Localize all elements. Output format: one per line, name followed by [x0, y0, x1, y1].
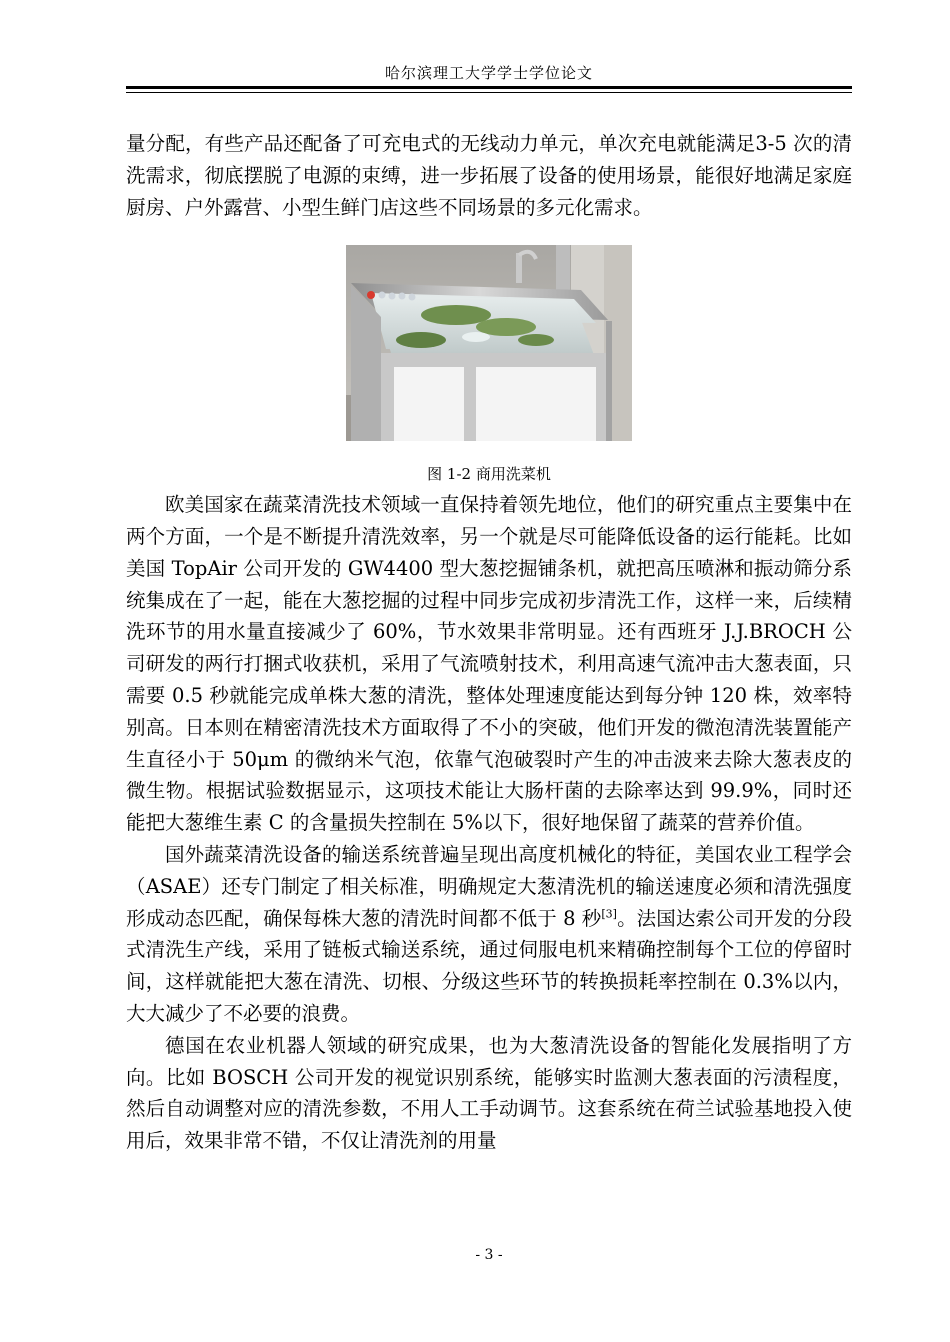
- header-rule-thin: [126, 92, 852, 93]
- paragraph-3-text-b: 。法国达索公司开发的分段式清洗生产线，采用了链板式输送系统，通过伺服电机来精确控制每个工位的停留时间，这样就能把大葱在清洗、切根、分级这些环节的转换损耗率控制在 0.3%以内，大大减少了不必要的浪费。: [126, 906, 852, 1025]
- body-text: [126, 128, 852, 1157]
- figure: [126, 245, 852, 451]
- header-rule-thick: [126, 86, 852, 89]
- page-header: 哈尔滨理工大学学士学位论文: [384, 64, 593, 82]
- citation-3[interactable]: [3]: [601, 907, 617, 921]
- page-number: - 3 -: [475, 1247, 503, 1263]
- paragraph-2: 欧美国家在蔬菜清洗技术领域一直保持着领先地位，他们的研究重点主要集中在两个方面，一个是不断提升清洗效率，另一个就是尽可能降低设备的运行能耗。比如美国 TopAir 公司开发的 GW4400 型大葱挖掘铺条机，就把高压喷淋和振动筛分系统集成在了一起，能在大葱挖掘的过程中同步完成初步清洗工作，这样一来，后续精洗环节的用水量直接减少了 60%，节水效果非常明显。还有西班牙 J.J.BROCH 公司研发的两行打捆式收获机，采用了气流喷射技术，利用高速气流冲击大葱表面，只需要 0.5 秒就能完成单株大葱的清洗，整体处理速度能达到每分钟 120 株，效率特别高。日本则在精密清洗技术方面取得了不小的突破，他们开发的微泡清洗装置能产生直径小于 50μm 的微纳米气泡，依靠气泡破裂时产生的冲击波来去除大葱表皮的微生物。根据试验数据显示，这项技术能让大肠杆菌的去除率达到 99.9%，同时还能把大葱维生素 C 的含量损失控制在 5%以下，很好地保留了蔬菜的营养价值。: [126, 493, 852, 835]
- paragraph-3-text-a: 国外蔬菜清洗设备的输送系统普遍呈现出高度机械化的特征，美国农业工程学会（ASAE）还专门制定了相关标准，明确规定大葱清洗机的输送速度必须和清洗强度形成动态匹配，确保每株大葱的清洗时间都不低于 8 秒: [126, 842, 852, 930]
- paragraph-3: [126, 839, 852, 1030]
- paragraph-4: 德国在农业机器人领域的研究成果，也为大葱清洗设备的智能化发展指明了方向。比如 BOSCH 公司开发的视觉识别系统，能够实时监测大葱表面的污渍程度，然后自动调整对应的清洗参数，不用人工手动调节。这套系统在荷兰试验基地投入使用后，效果非常不错，不仅让清洗剂的用量: [126, 1033, 852, 1153]
- figure-caption: 图 1-2 商用洗菜机: [427, 465, 551, 484]
- paragraph-1: 量分配，有些产品还配备了可充电式的无线动力单元，单次充电就能满足3-5 次的清洗需求，彻底摆脱了电源的束缚，进一步拓展了设备的使用场景，能很好地满足家庭厨房、户外露营、小型生鲜门店这些不同场景的多元化需求。: [126, 132, 852, 219]
- commercial-vegetable-washer-photo: [346, 245, 632, 441]
